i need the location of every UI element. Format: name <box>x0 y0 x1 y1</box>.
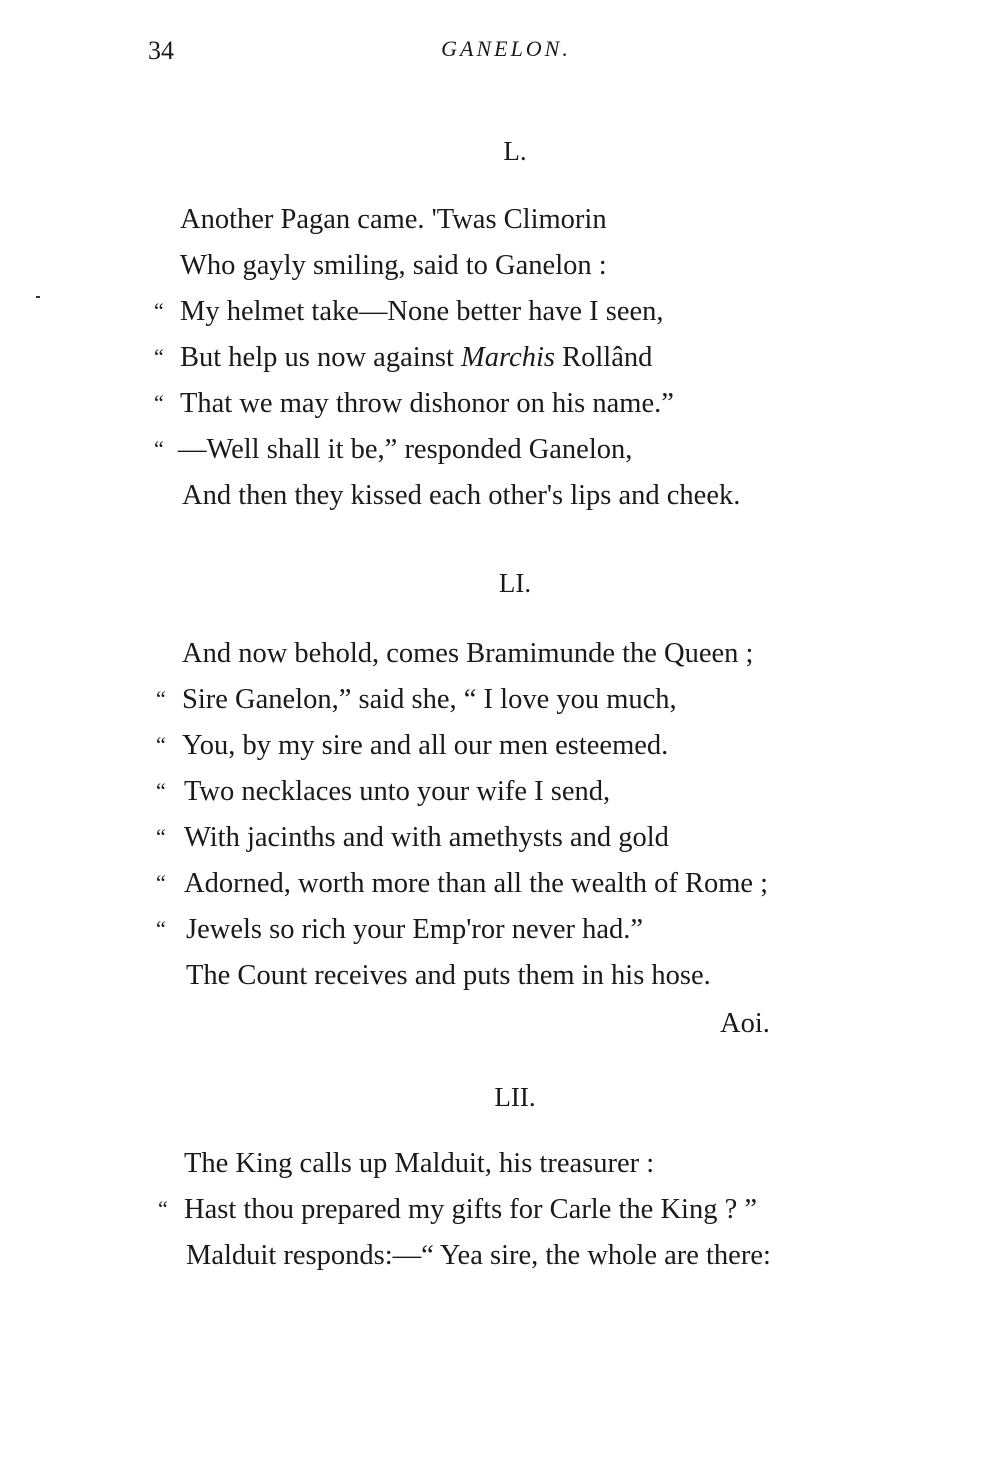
verse-line <box>184 778 610 807</box>
line-text: Jewels so rich your Emp'ror never had.” <box>186 914 644 945</box>
line-text: Hast thou prepared my gifts for Carle the King ? ” <box>184 1194 757 1225</box>
open-quote: “ <box>156 870 166 895</box>
line-italic: Marchis <box>461 342 555 373</box>
page-number: 34 <box>148 36 174 65</box>
stray-mark <box>36 296 40 298</box>
line-text: And now behold, comes Bramimunde the Queen ; <box>182 638 754 669</box>
stanza-number: L. <box>503 136 527 166</box>
verse-line <box>184 824 669 853</box>
line-text: The Count receives and puts them in his hose. <box>186 960 711 991</box>
verse-line <box>184 1196 757 1225</box>
verse-line <box>186 916 643 945</box>
open-quote: “ <box>156 778 166 803</box>
verse-line <box>180 252 607 281</box>
line-text: With jacinths and with amethysts and gold <box>184 822 669 853</box>
open-quote: “ <box>154 344 164 369</box>
verse-line <box>186 962 711 991</box>
line-text: My helmet take—None better have I seen, <box>180 296 664 327</box>
stanza-number: LII. <box>494 1082 536 1112</box>
open-quote: “ <box>158 1196 168 1221</box>
line-text: And then they kissed each other's lips and cheek. <box>182 480 741 511</box>
line-text: You, by my sire and all our men esteemed. <box>182 730 669 761</box>
line-text: Adorned, worth more than all the wealth of Rome ; <box>184 868 769 899</box>
verse-line <box>182 686 677 715</box>
line-text: Sire Ganelon,” said she, “ I love you much, <box>182 684 677 715</box>
verse-line <box>184 1150 654 1179</box>
open-quote: “ <box>156 686 166 711</box>
verse-line <box>184 870 768 899</box>
verse-line <box>182 482 740 511</box>
line-text: Another Pagan came. 'Twas Climorin <box>180 204 607 235</box>
line-text: —Well shall it be,” responded Ganelon, <box>178 434 633 465</box>
open-quote: “ <box>156 916 166 941</box>
line-text: That we may throw dishonor on his name.” <box>180 388 674 419</box>
running-title: GANELON. <box>441 36 571 61</box>
verse-line <box>182 640 753 669</box>
open-quote: “ <box>156 732 166 757</box>
line-text-after: Rollând <box>554 342 653 373</box>
verse-line <box>180 390 674 419</box>
line-text: But help us now against <box>180 342 462 373</box>
verse-line <box>180 344 652 373</box>
verse-line <box>182 732 668 761</box>
line-text: Two necklaces unto your wife I send, <box>184 776 611 807</box>
open-quote: “ <box>154 436 164 461</box>
verse-line <box>186 1242 771 1271</box>
line-text: The King calls up Malduit, his treasurer : <box>184 1148 655 1179</box>
refrain: Aoi. <box>720 1008 770 1039</box>
open-quote: “ <box>154 298 164 323</box>
line-text: Who gayly smiling, said to Ganelon : <box>180 250 607 281</box>
verse-line <box>180 298 664 327</box>
open-quote: “ <box>154 390 164 415</box>
stanza-number: LI. <box>498 568 532 598</box>
line-text: Malduit responds:—“ Yea sire, the whole are there: <box>186 1240 771 1271</box>
open-quote: “ <box>156 824 166 849</box>
verse-line <box>180 206 607 235</box>
verse-line <box>178 436 632 465</box>
